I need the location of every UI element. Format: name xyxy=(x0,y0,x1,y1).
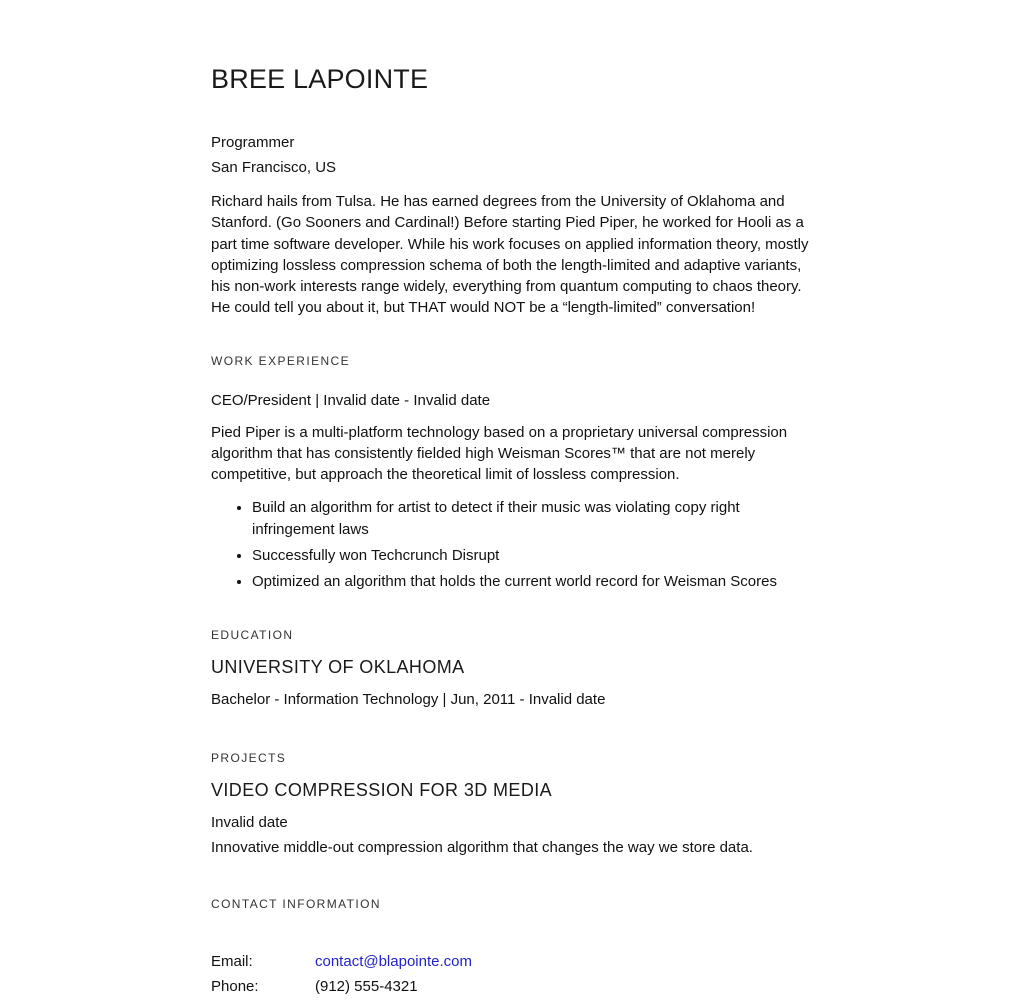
achievement-list xyxy=(211,497,811,593)
project-date: Invalid date xyxy=(211,813,288,831)
achievement-item: • Build an algorithm for artist to detect if their music was violating copy right infringement laws xyxy=(252,497,811,541)
job-description: Pied Piper is a multi-platform technology based on a proprietary universal compression algorithm that has consistently fielded high Weisman Scores™ that are not merely competitive, but approach the theoretical limit of lossless compression. xyxy=(211,423,788,484)
person-role: Programmer xyxy=(211,134,295,151)
project-description: Innovative middle-out compression algorithm that changes the way we store data. xyxy=(211,838,753,856)
phone-label: Phone: xyxy=(211,977,259,995)
person-location: San Francisco, US xyxy=(211,159,337,176)
email-label: Email: xyxy=(211,952,253,970)
education-school: UNIVERSITY OF OKLAHOMA xyxy=(211,656,465,677)
contact-rows xyxy=(211,949,811,999)
person-name: BREE LAPOINTE xyxy=(211,64,429,94)
job-title-line: CEO/President | Invalid date - Invalid date xyxy=(211,391,491,409)
section-heading-education: EDUCATION xyxy=(211,627,294,642)
email-link[interactable]: contact@blapointe.com xyxy=(315,952,472,970)
person-bio: Richard hails from Tulsa. He has earned degrees from the University of Oklahoma and Stanford. (Go Sooners and Cardinal!) Before starting Pied Piper, he worked for Hooli as a part time software developer. While his work focuses on applied information theory, mostly optimizing lossless compression schema of both the length-limited and adaptive variants, his non-work interests range widely, everything from quantum computing to chaos theory. He could tell you about it, but THAT would NOT be a “length-limited” conversation! xyxy=(211,193,809,317)
project-title: VIDEO COMPRESSION FOR 3D MEDIA xyxy=(211,779,553,800)
achievement-item: • Successfully won Techcrunch Disrupt xyxy=(252,545,811,567)
contact-row-phone xyxy=(211,974,811,999)
resume-content xyxy=(211,66,811,999)
section-heading-projects: PROJECTS xyxy=(211,750,287,765)
education-detail: Bachelor - Information Technology | Jun, 2011 - Invalid date xyxy=(211,690,606,708)
phone-value: (912) 555-4321 xyxy=(315,977,418,995)
achievement-item: • Optimized an algorithm that holds the current world record for Weisman Scores xyxy=(252,571,811,593)
section-heading-work-experience: WORK EXPERIENCE xyxy=(211,353,351,368)
contact-row-email xyxy=(211,949,811,974)
section-heading-contact: CONTACT INFORMATION xyxy=(211,896,381,911)
